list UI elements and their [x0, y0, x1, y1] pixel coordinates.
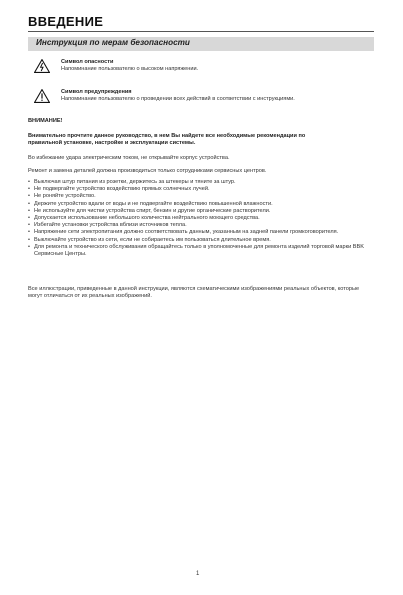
- section-header: [28, 37, 374, 51]
- exclamation-warning-icon: [34, 89, 50, 103]
- title-divider: [28, 31, 374, 32]
- page-title: ВВЕДЕНИЕ: [28, 14, 104, 29]
- closing-paragraph: Все иллюстрации, приведенные в данной инструкции, являются схематическими изображениями реальных объектов, которые могут отличаться от их реальных изображений.: [28, 286, 360, 300]
- page-number: 1: [196, 571, 200, 577]
- list-item: • Не подвергайте устройство воздействию прямых солнечных лучей.: [28, 186, 368, 193]
- list-item: • Напряжение сети электропитания должно соответствовать данным, указанным на задней панели громкоговорителя.: [28, 229, 368, 236]
- list-item: • Держите устройство вдали от воды и не подвергайте воздействию повышенной влажности.: [28, 201, 368, 208]
- warning-symbol-name: Символ предупреждения: [61, 89, 132, 95]
- attention-text: Внимательно прочтите данное руководство, в нем Вы найдете все необходимые рекомендации по правильной установке, настройке и эксплуатации системы.: [28, 133, 306, 147]
- attention-heading: ВНИМАНИЕ!: [28, 118, 63, 124]
- list-item: • Для ремонта и технического обслуживания обращайтесь только в уполномоченные для ремонта изделий торговой марки BBK Сервисные Центры.: [28, 244, 368, 258]
- list-item: • Не используйте для чистки устройства спирт, бензин и другие органические растворители.: [28, 208, 368, 215]
- list-item: • Выключая штур питания из розетки, держитесь за штекеры и тяните за штур.: [28, 179, 368, 186]
- safety-list: [28, 179, 368, 258]
- section-title: Инструкция по мерам безопасности: [36, 38, 190, 47]
- lightning-warning-icon: [34, 59, 50, 73]
- danger-symbol-name: Символ опасности: [61, 59, 114, 65]
- warning-symbol-description: Напоминание пользователю о проведении всех действий в соответствии с инструкциями.: [61, 96, 295, 102]
- paragraph-repair: Ремонт и замена деталей должна производиться только сотрудниками сервисных центров.: [28, 168, 267, 174]
- paragraph-electric-shock: Во избежание удара электрическим током, не открывайте корпус устройства.: [28, 155, 230, 161]
- list-item: • Допускается использование небольшого количества нейтрального моющего средства.: [28, 215, 368, 222]
- list-item: • Избегайте установки устройства вблизи источников тепла.: [28, 222, 368, 229]
- danger-symbol-description: Напоминание пользователю о высоком напряжении.: [61, 66, 199, 72]
- list-item: • Не роняйте устройство.: [28, 193, 368, 200]
- list-item: • Выключайте устройство из сети, если не собираетесь им пользоваться длительное время.: [28, 237, 368, 244]
